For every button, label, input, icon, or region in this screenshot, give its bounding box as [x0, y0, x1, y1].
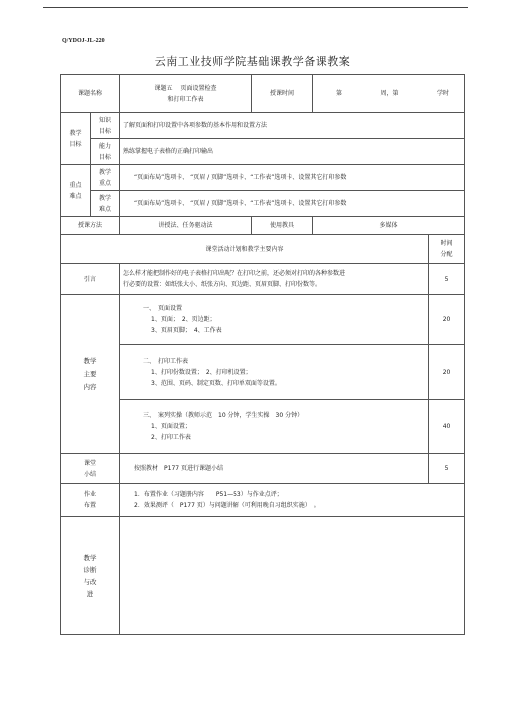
main-content-label: 教学 主要 内容 [61, 295, 120, 454]
knowledge-objective-text: 了解页面和打印设置中各项参数的基本作用和设置方法 [120, 113, 465, 139]
objectives-label: 教学 目标 [61, 113, 91, 165]
homework-text: 1．布置作业（习题册内容 P51—53）与作业点评； 2．效果测评（ P177 页）与问题讲解（可利用晚自习组织实施） 。 [120, 484, 465, 517]
ability-objective-row [61, 139, 465, 165]
key-difficult-label: 重点 难点 [61, 165, 91, 217]
plan-header-row [61, 235, 465, 264]
summary-row [61, 454, 465, 484]
content-section-1-text: 一、 页面设置 1、页面； 2、页边距； 3、页眉页脚； 4、工作表 [120, 295, 429, 345]
diagnosis-row [61, 517, 465, 635]
content-section-1-time: 20 [429, 295, 465, 345]
document-number: Q/YDOJ-JL-220 [62, 38, 105, 44]
difficult-point-text: “页面布局”选项卡、 “页眉 / 页脚”选项卡、“工作表”选项卡、设置其它打印参数 [120, 191, 465, 217]
teaching-method-value: 讲授法、任务驱动法 [120, 217, 252, 235]
lesson-plan-table [60, 74, 465, 635]
summary-text: 按照教材 P177 页进行课题小结 [120, 454, 429, 484]
ability-objective-text: 熟练掌握电子表格的正确打印输出 [120, 139, 465, 165]
plan-header-label: 课堂活动计划和教学主要内容 [61, 235, 429, 264]
content-section-2-time: 20 [429, 345, 465, 400]
knowledge-objective-row [61, 113, 465, 139]
intro-row [61, 264, 465, 295]
intro-label: 引言 [61, 264, 120, 295]
course-info-row [61, 75, 465, 113]
content-section-3-text: 三、 案列实操（教师示范 10 分钟，学生实操 30 分钟） 1、页面设置； 2、打印工作表 [120, 400, 429, 454]
top-rule [43, 7, 468, 8]
content-section-3-time: 40 [429, 400, 465, 454]
teaching-aids-value: 多媒体 [313, 217, 465, 235]
summary-label: 课堂 小结 [61, 454, 120, 484]
teaching-time-value: 第 周，第 学时 [313, 75, 465, 113]
teaching-time-label: 授课时间 [252, 75, 313, 113]
difficult-point-label: 教学 难点 [91, 191, 120, 217]
intro-time: 5 [429, 264, 465, 295]
course-name-cell: 课题五 页面设置检查 和打印工作表 [120, 75, 252, 113]
ability-objective-label: 能力 目标 [91, 139, 120, 165]
content-section-3 [61, 400, 465, 454]
time-allocation-label: 时间 分配 [429, 235, 465, 264]
content-section-2 [61, 345, 465, 400]
key-point-row [61, 165, 465, 191]
methods-row [61, 217, 465, 235]
summary-time: 5 [429, 454, 465, 484]
diagnosis-text [120, 517, 465, 635]
diagnosis-label: 教学 诊断 与改 进 [61, 517, 120, 635]
key-point-text: “页面布局”选项卡、 “页眉 / 页脚”选项卡、“工作表”选项卡、设置其它打印参数 [120, 165, 465, 191]
page-title: 云南工业技师学院基础课教学备课教案 [154, 55, 351, 68]
teaching-aids-label: 使用教具 [252, 217, 313, 235]
homework-row [61, 484, 465, 517]
course-name-label: 课题名称 [61, 75, 120, 113]
intro-text: 怎么样才能把制作好的电子表格打印出呢？在打印之前，还必须对打印的各种参数进 行必要的设置：如纸张大小、纸张方向、页边距、页眉页脚、打印份数等。 [120, 264, 429, 295]
content-section-2-text: 二、 打印工作表 1、打印份数设置； 2、打印机设置； 3、范围、页码、制定页数、打印单双面等设置。 [120, 345, 429, 400]
content-section-1 [61, 295, 465, 345]
teaching-method-label: 授课方法 [61, 217, 120, 235]
knowledge-objective-label: 知识 目标 [91, 113, 120, 139]
difficult-point-row [61, 191, 465, 217]
key-point-label: 教学 重点 [91, 165, 120, 191]
homework-label: 作业 布置 [61, 484, 120, 517]
